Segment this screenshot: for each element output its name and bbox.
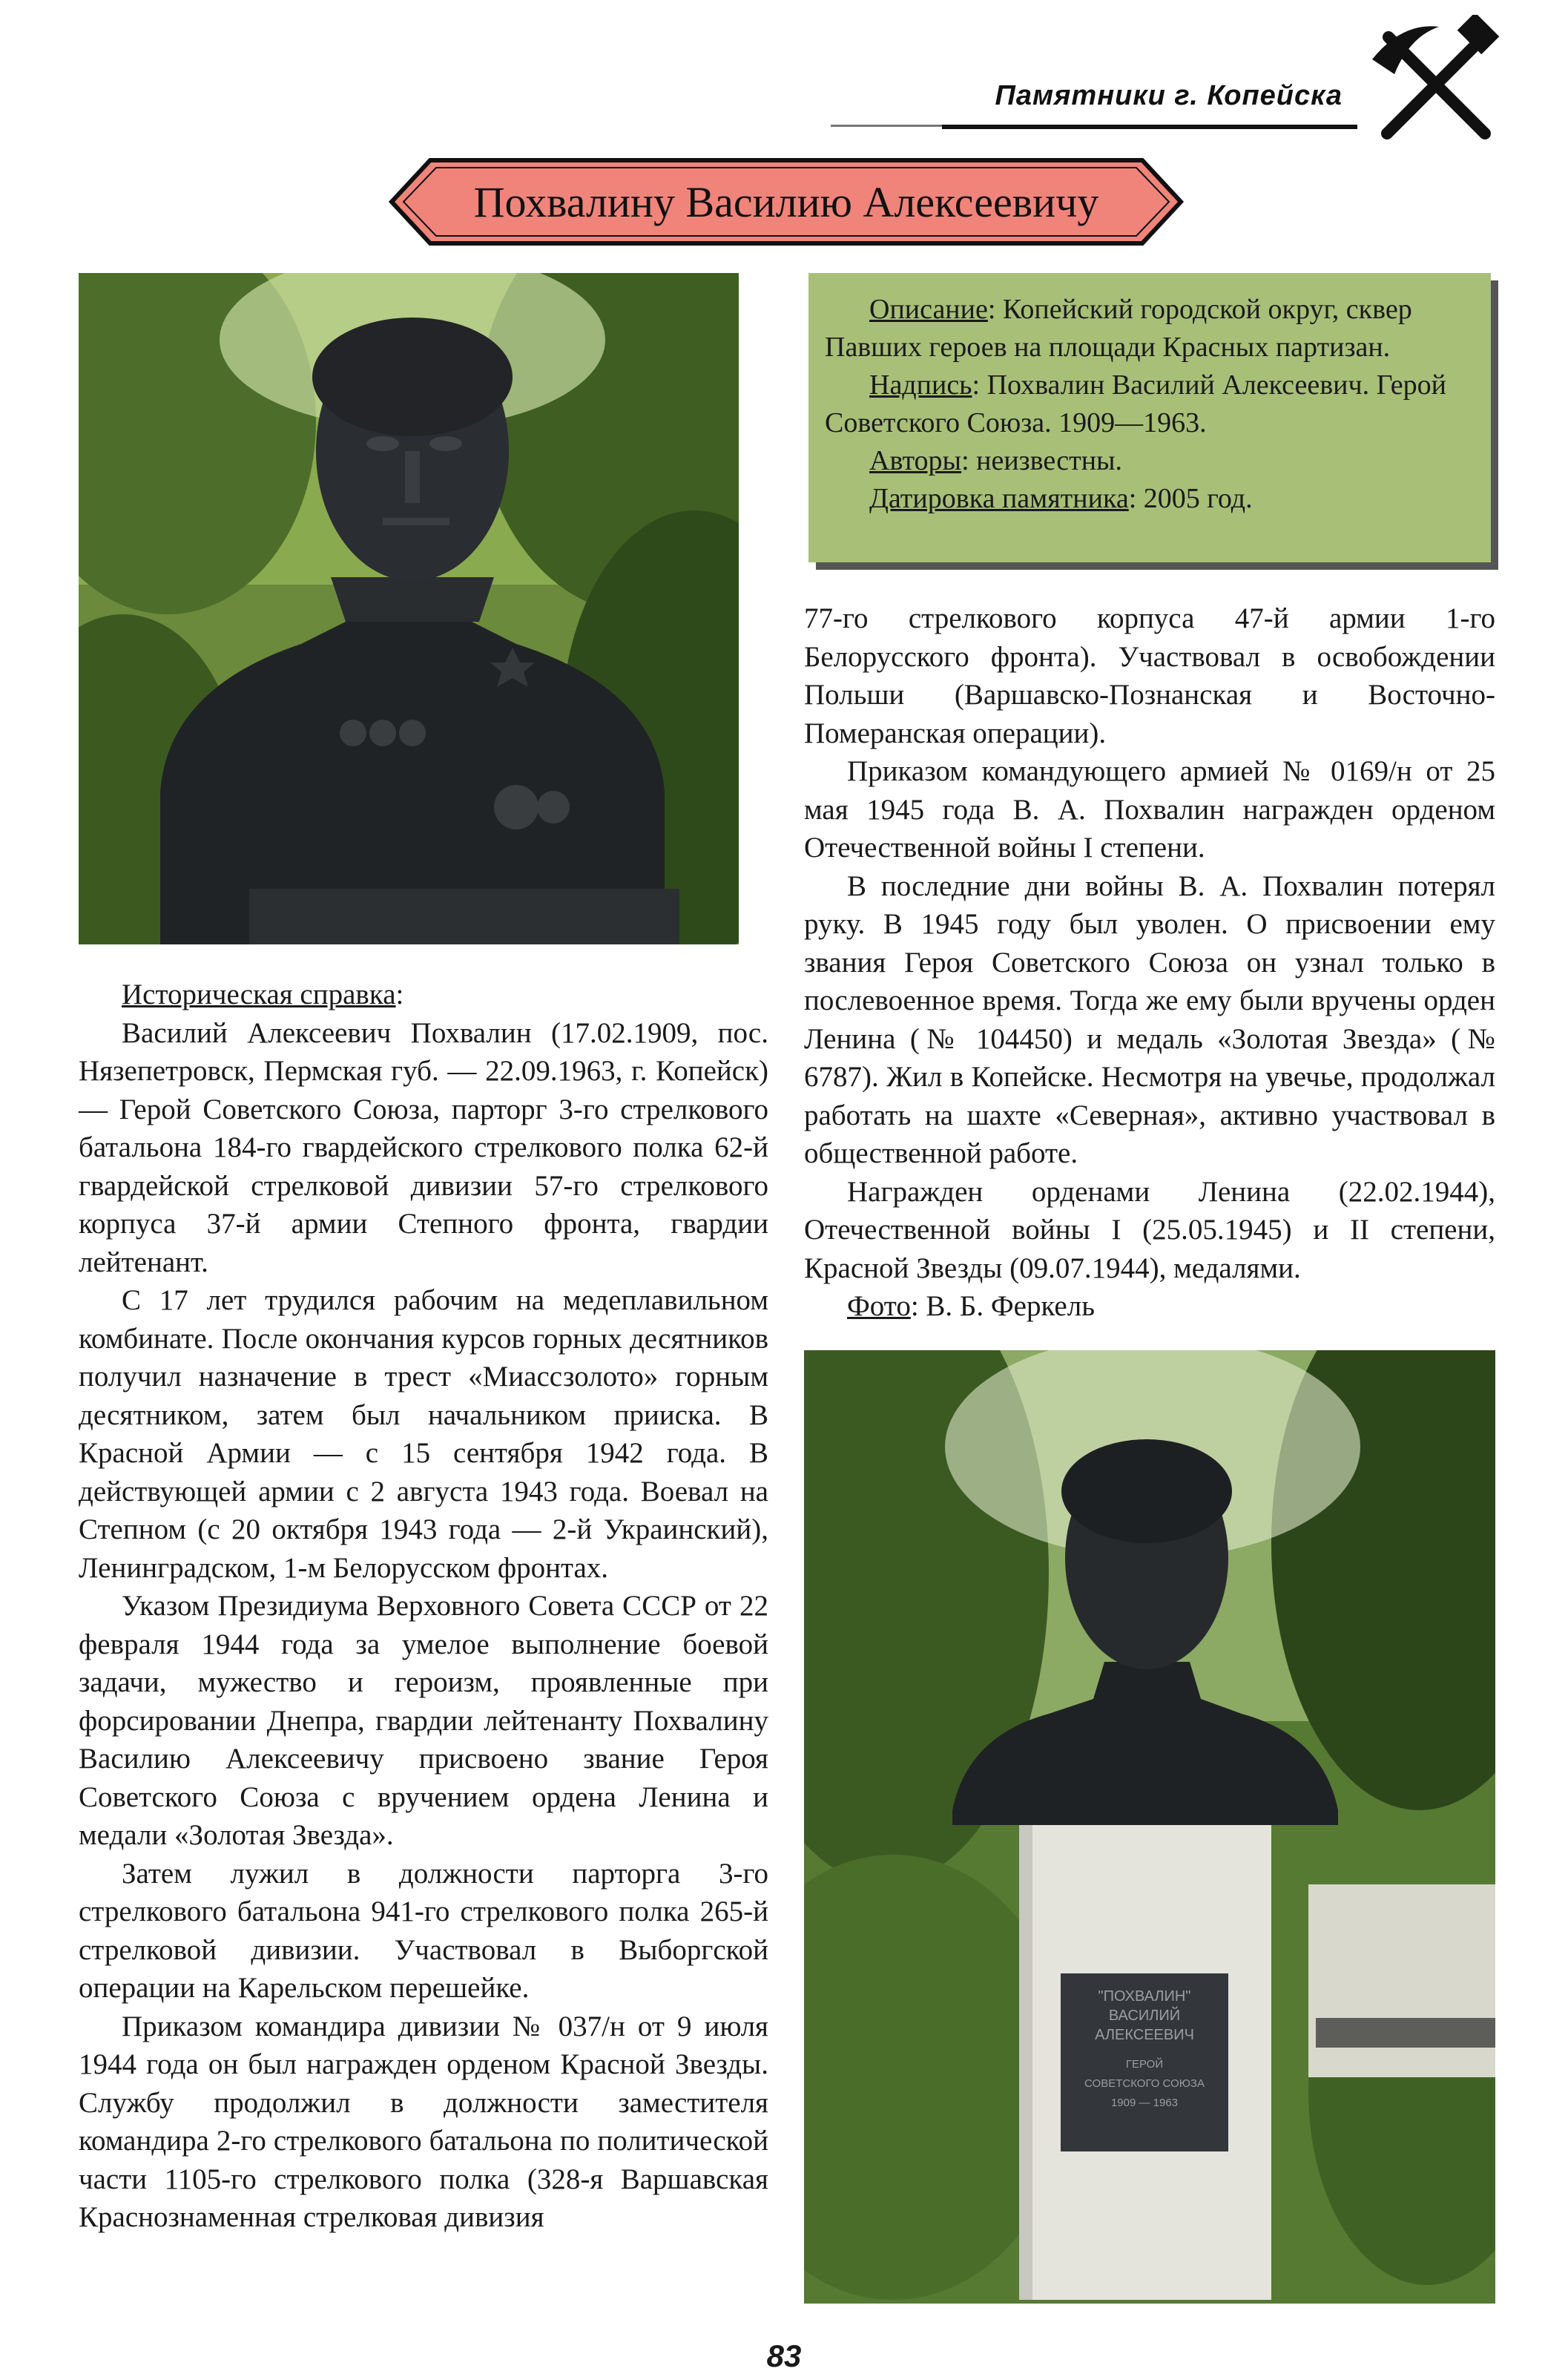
- info-authors-text: : неизвестны.: [961, 445, 1123, 476]
- header-rule: [942, 125, 1357, 129]
- hammer-pick-icon: [1357, 15, 1513, 148]
- info-authors-label: Авторы: [869, 445, 962, 476]
- info-date: [825, 480, 1469, 518]
- left-paragraph: Указом Президиума Верховного Совета СССР от 22 февраля 1944 года за умелое выполнение боевой задачи, мужество и героизм, проявленные при форсировании Днепра, гвардии лейтенанту Похвалину Василию Алексеевичу присвоено звание Героя Советского Союза с вручением ордена Ленина и медали «Золотая Звезда».: [79, 1590, 768, 1851]
- left-paragraph: Василий Алексеевич Похвалин (17.02.1909, пос. Нязепетровск, Пермская губ. — 22.09.1963, г. Копейск) — Герой Советского Союза, парторг 3-го стрелкового батальона 184-го гвардейского стрелкового полка 62-й гвардейской стрелковой дивизии 57-го стрелкового корпуса 37-й армии Степного фронта, гвардии лейтенант.: [79, 1016, 768, 1278]
- info-description-label: Описание: [869, 294, 988, 325]
- page-number: 83: [766, 2338, 802, 2373]
- plaque-line: ВАСИЛИЙ: [1108, 2008, 1181, 2024]
- bust-photo: [79, 273, 739, 944]
- history-heading-colon: :: [395, 979, 404, 1010]
- info-date-text: : 2005 год.: [1128, 483, 1253, 514]
- left-paragraph: С 17 лет трудился рабочим на медеплавильном комбинате. После окончания курсов горных десятников получил назначение в трест «Миассзолото» горным десятником, затем был начальником прииска. В Красной Армии — с 15 сентября 1942 года. В действующей армии с 2 августа 1943 года. Воевал на Степном (с 20 октября 1943 года — 2-й Украинский), Ленинградском, 1-м Белорусском фронтах.: [79, 1284, 768, 1584]
- left-column: [79, 976, 768, 2237]
- plaque-line: 1909 — 1963: [1110, 2097, 1179, 2109]
- section-title: Памятники г. Копейска: [995, 80, 1343, 111]
- memorial-plaque: [1061, 1987, 1228, 2113]
- info-description: [825, 291, 1469, 366]
- plaque-line: "ПОХВАЛИН": [1098, 1988, 1191, 2005]
- history-heading: [79, 976, 768, 1014]
- right-paragraph: В последние дни войны В. А. Похвалин потерял руку. В 1945 году был уволен. О присвоении ему звания Героя Советского Союза он узнал только в послевоенное время. Тогда же ему были вручены орден Ленина (№ 104450) и медаль «Золотая Звезда» (№ 6787). Жил в Копейске. Несмотря на увечье, продолжал работать на шахте «Северная», активно участвовал в общественной работе.: [804, 869, 1495, 1169]
- info-inscription-label: Надпись: [869, 369, 972, 401]
- plaque-line: АЛЕКСЕЕВИЧ: [1095, 2027, 1194, 2043]
- left-paragraph: Приказом командира дивизии № 037/н от 9 июля 1944 года он был награжден орденом Красной Звезды. Службу продолжил в должности заместителя командира 2-го стрелкового батальона по политической части 1105-го стрелкового полка (328-я Варшавская Краснознаменная стрелковая дивизия: [79, 2010, 768, 2233]
- photo-credit-label: Фото: [847, 1290, 911, 1322]
- info-authors: [825, 442, 1469, 480]
- left-paragraph: Затем лужил в должности парторга 3-го стрелкового батальона 941-го стрелкового полка 265-й стрелковой дивизии. Участвовал в Выборгской операции на Карельском перешейке.: [79, 1857, 768, 2004]
- plaque-line: ГЕРОЙ: [1125, 2058, 1164, 2071]
- history-heading-label: Историческая справка: [122, 979, 396, 1010]
- title-banner: [386, 156, 1187, 248]
- info-inscription: [825, 366, 1469, 442]
- page-title: Похвалину Василию Алексеевичу: [473, 177, 1099, 226]
- right-paragraph: Приказом командующего армией № 0169/н от 25 мая 1945 года В. А. Похвалин награжден орденом Отечественной войны I степени.: [804, 755, 1495, 864]
- info-inscription-text: : Похвалин Василий Алексеевич. Герой Советского Союза. 1909—1963.: [825, 369, 1446, 438]
- photo-credit-text: : В. Б. Феркель: [910, 1290, 1095, 1322]
- monument-photo: [804, 1350, 1495, 2304]
- photo-credit: [804, 1287, 1495, 1326]
- info-description-text: : Копейский городской округ, сквер Павших героев на площади Красных партизан.: [825, 294, 1412, 363]
- plaque-line: СОВЕТСКОГО СОЮЗА: [1084, 2077, 1205, 2090]
- info-date-label: Датировка памятника: [869, 483, 1129, 514]
- right-column: [804, 599, 1495, 1326]
- header-rule-thin: [831, 125, 942, 127]
- right-paragraph: Награжден орденами Ленина (22.02.1944), Отечественной войны I (25.05.1945) и II степени, Красной Звезды (09.07.1944), медалями.: [804, 1175, 1495, 1284]
- info-box: [808, 273, 1491, 562]
- right-paragraph: 77-го стрелкового корпуса 47-й армии 1-го Белорусского фронта). Участвовал в освобождении Польши (Варшавско-Познанская и Восточно-Померанская операции).: [804, 602, 1495, 749]
